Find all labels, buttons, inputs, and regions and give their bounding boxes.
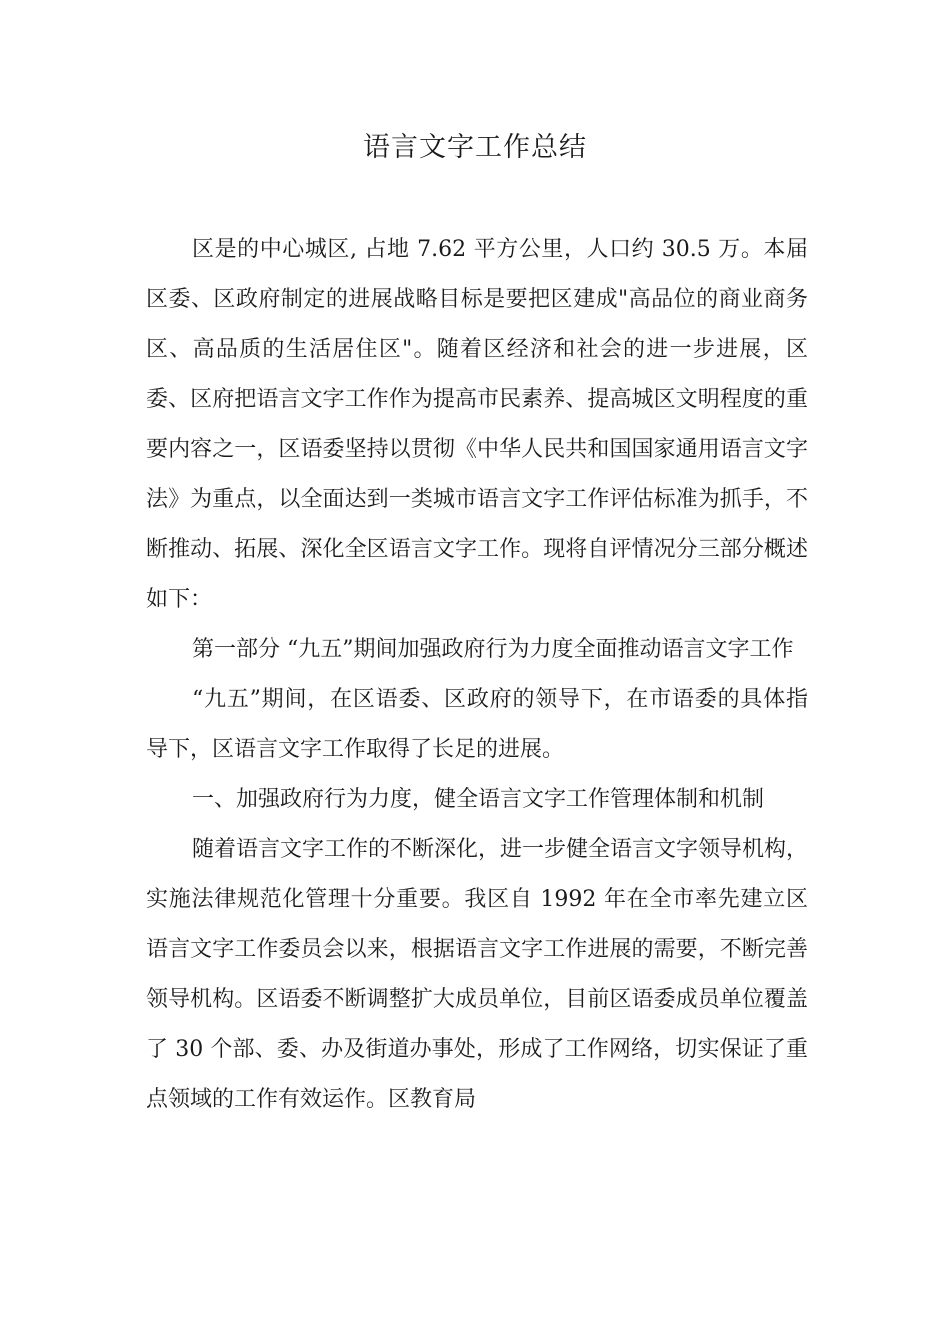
paragraph-section-one-heading: 一、加强政府行为力度，健全语言文字工作管理体制和机制 <box>192 787 765 812</box>
paragraph-intro: 区是的中心城区, 占地 7.62 平方公里，人口约 30.5 万。本届区委、区政府制定的进展战略目标是要把区建成"高品位的商业商务区、高品质的生活居住区"。随着区经济和社会的进一步进展，区委、区府把语言文字工作作为提高市民素养、提高城区文明程度的重要内容之一，区语委坚持以贯彻《中华人民共和国国家通用语言文字法》为重点，以全面达到一类城市语言文字工作评估标准为抓手，不断推动、拓展、深化全区语言文字工作。现将自评情况分三部分概述如下： <box>146 237 808 612</box>
paragraph-section-one-body: 随着语言文字工作的不断深化，进一步健全语言文字领导机构，实施法律规范化管理十分重要。我区自 1992 年在全市率先建立区语言文字工作委员会以来，根据语言文字工作进展的需要，不断完善领导机构。区语委不断调整扩大成员单位，目前区语委成员单位覆盖了 30 个部、委、办及街道办事处，形成了工作网络，切实保证了重点领域的工作有效运作。区教育局 <box>146 837 809 1112</box>
paragraph-jiuwu-summary: “九五”期间，在区语委、区政府的领导下，在市语委的具体指导下，区语言文字工作取得了长足的进展。 <box>146 687 808 762</box>
document-title: 语言文字工作总结 <box>363 132 587 163</box>
paragraph-part-one-heading: 第一部分 “九五”期间加强政府行为力度全面推动语言文字工作 <box>192 637 794 662</box>
document-body <box>146 225 808 1125</box>
